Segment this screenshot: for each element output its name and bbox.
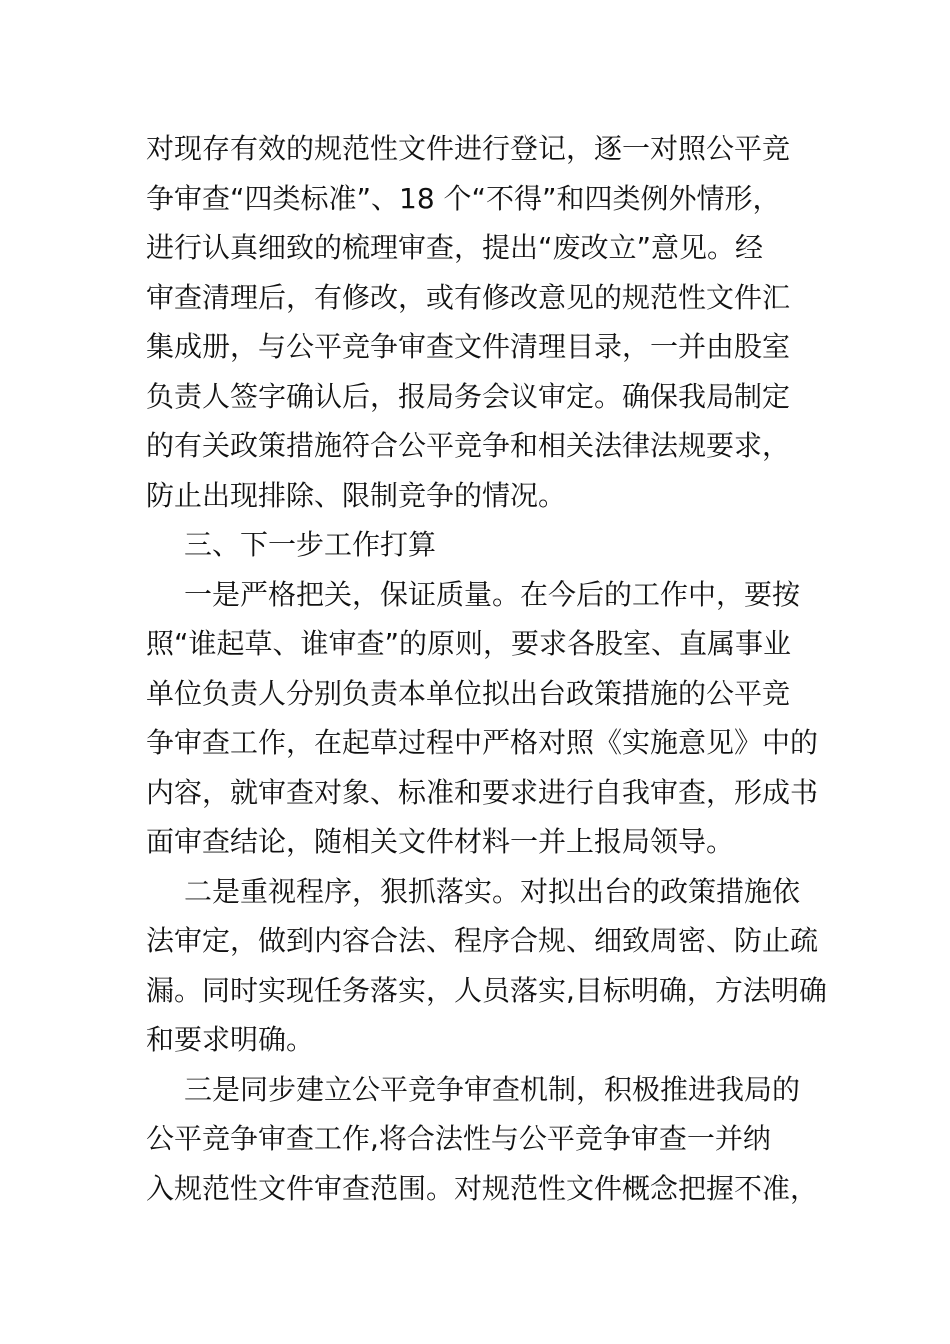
text-line: 内容，就审查对象、标准和要求进行自我审查，形成书 (146, 775, 819, 809)
text-line: 法审定，做到内容合法、程序合规、细致周密、防止疏 (146, 924, 819, 957)
text-line: 进行认真细致的梳理审查，提出“废改立”意见。经 (146, 231, 764, 264)
text-line: 入规范性文件审查范围。对规范性文件概念把握不准， (146, 1171, 819, 1205)
text-line: 争审查工作，在起草过程中严格对照《实施意见》中的 (146, 726, 819, 759)
document-body (146, 124, 836, 1213)
text-line: 的有关政策措施符合公平竞争和相关法律法规要求， (146, 429, 791, 462)
paragraph-start: 三是同步建立公平竞争审查机制，积极推进我局的 (184, 1072, 801, 1106)
text-line: 和要求明确。 (146, 1023, 315, 1056)
text-line: 单位负责人分别负责本单位拟出台政策措施的公平竞 (146, 676, 791, 710)
text-line: 集成册，与公平竞争审查文件清理目录，一并由股室 (146, 330, 791, 363)
text-line: 漏。同时实现任务落实，人员落实,目标明确，方法明确 (146, 973, 827, 1007)
section-heading: 三、下一步工作打算 (184, 528, 437, 561)
paragraph-start: 一是严格把关，保证质量。在今后的工作中，要按 (184, 577, 801, 611)
text-line: 争审查“四类标准”、18 个“不得”和四类例外情形， (146, 181, 781, 215)
text-line: 照“谁起草、谁审查”的原则，要求各股室、直属事业 (146, 627, 792, 660)
text-line: 审查清理后，有修改，或有修改意见的规范性文件汇 (146, 280, 791, 314)
text-line: 负责人签字确认后，报局务会议审定。确保我局制定 (146, 379, 791, 413)
text-line: 公平竞争审查工作,将合法性与公平竞争审查一并纳 (146, 1122, 771, 1155)
text-line: 面审查结论，随相关文件材料一并上报局领导。 (146, 825, 735, 858)
text-line: 防止出现排除、限制竞争的情况。 (146, 478, 567, 512)
paragraph-start: 二是重视程序，狠抓落实。对拟出台的政策措施依 (184, 874, 801, 908)
text-line: 对现存有效的规范性文件进行登记，逐一对照公平竞 (146, 132, 791, 165)
